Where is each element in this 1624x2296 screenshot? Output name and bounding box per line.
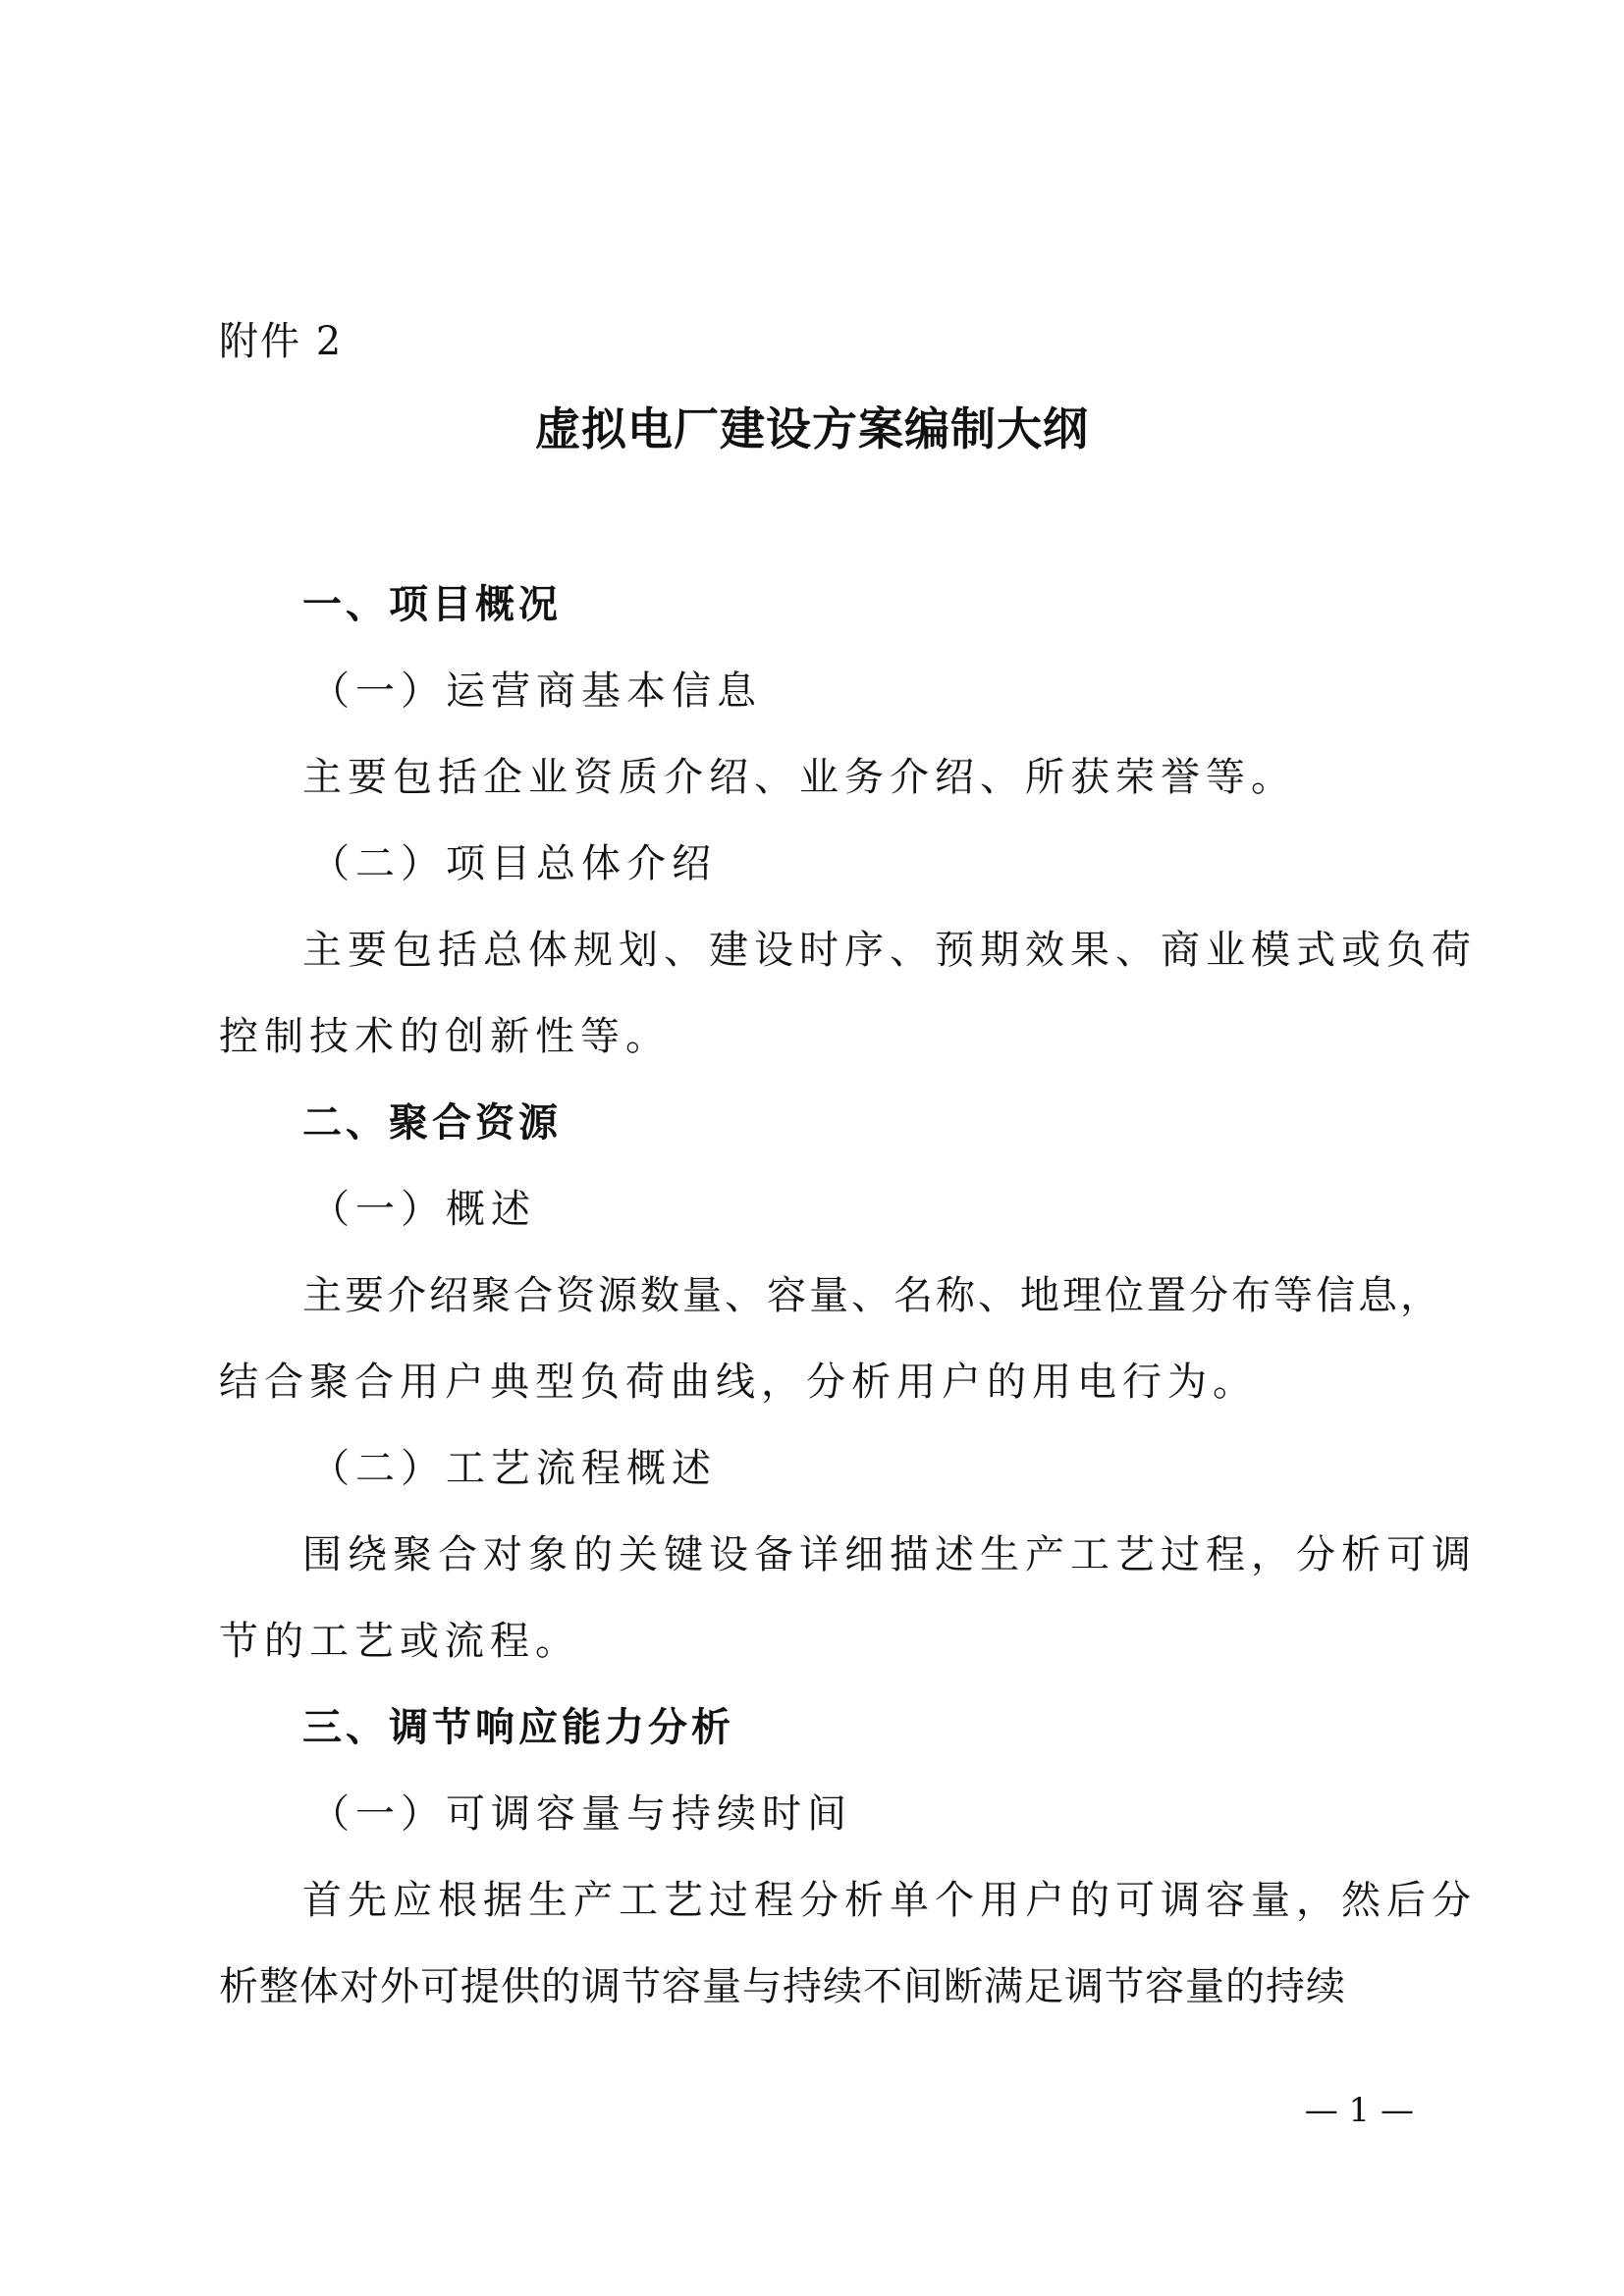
paragraph-line: 结合聚合用户典型负荷曲线，分析用户的用电行为。: [219, 1360, 1258, 1405]
attachment-label: 附件 2: [219, 319, 344, 364]
paragraph-line: 主要包括总体规划、建设时序、预期效果、商业模式或负荷: [302, 928, 1477, 973]
page-number: — 1 —: [1304, 2091, 1414, 2130]
subsection-heading: （一）可调容量与持续时间: [310, 1791, 852, 1837]
paragraph-line: 控制技术的创新性等。: [219, 1014, 671, 1059]
subsection-heading: （二）工艺流程概述: [310, 1446, 717, 1491]
section-heading-3: 三、调节响应能力分析: [302, 1705, 734, 1750]
section-heading-1: 一、项目概况: [302, 582, 562, 627]
subsection-heading: （二）项目总体介绍: [310, 841, 717, 886]
paragraph-line: 节的工艺或流程。: [219, 1619, 580, 1664]
paragraph-line: 主要介绍聚合资源数量、容量、名称、地理位置分布等信息，: [302, 1273, 1442, 1318]
paragraph-line: 主要包括企业资质介绍、业务介绍、所获荣誉等。: [302, 755, 1296, 800]
subsection-heading: （一）概述: [310, 1187, 536, 1232]
document-title: 虚拟电厂建设方案编制大纲: [535, 402, 1089, 455]
section-heading-2: 二、聚合资源: [302, 1100, 562, 1146]
subsection-heading: （一）运营商基本信息: [310, 668, 762, 714]
paragraph-line: 首先应根据生产工艺过程分析单个用户的可调容量，然后分: [302, 1878, 1477, 1923]
paragraph-line: 析整体对外可提供的调节容量与持续不间断满足调节容量的持续: [219, 1964, 1346, 2009]
paragraph-line: 围绕聚合对象的关键设备详细描述生产工艺过程，分析可调: [302, 1532, 1477, 1577]
